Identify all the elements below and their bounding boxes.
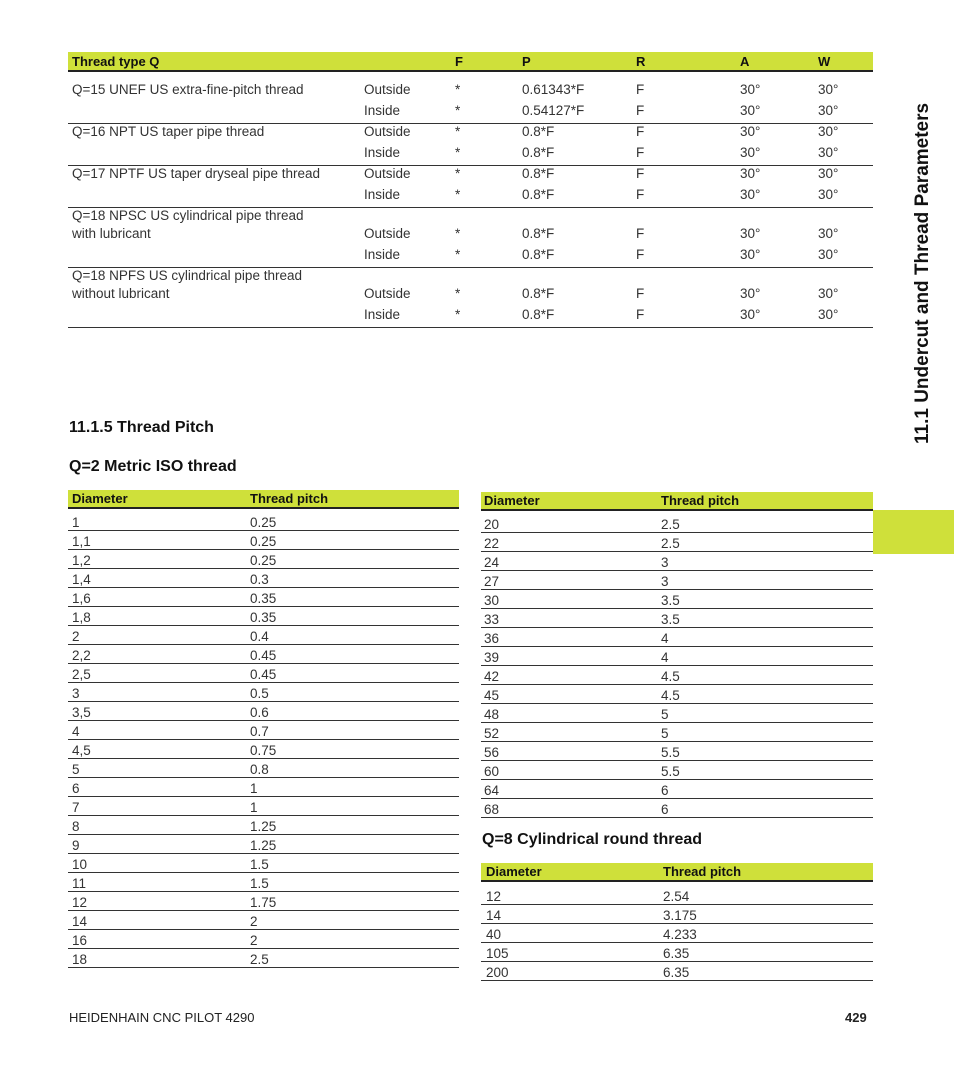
round_table-header-pitch: Thread pitch (663, 864, 742, 879)
round_table-row-rule (481, 942, 873, 943)
metric_left-diameter: 8 (72, 819, 80, 834)
thread-cell-r: F (636, 247, 645, 262)
thread-cell-side: Inside (364, 103, 401, 118)
metric_right-diameter: 52 (484, 726, 500, 741)
thread-cell-a: 30° (740, 187, 761, 202)
metric_left-pitch: 0.45 (250, 648, 277, 663)
metric_left-pitch: 1 (250, 781, 258, 796)
metric_right-diameter: 42 (484, 669, 500, 684)
round_table-diameter: 200 (486, 965, 509, 980)
metric_left-row-rule (68, 587, 459, 588)
metric_right-row-rule (481, 684, 873, 685)
thread-cell-p: 0.8*F (522, 187, 555, 202)
thread-type-name: Q=15 UNEF US extra-fine-pitch thread (72, 82, 304, 97)
thread-cell-f: * (455, 124, 461, 139)
metric_left-diameter: 3,5 (72, 705, 91, 720)
metric_right-pitch: 6 (661, 783, 669, 798)
header-rule (68, 70, 873, 72)
metric_right-pitch: 4.5 (661, 669, 680, 684)
section-heading: 11.1.5 Thread Pitch (69, 419, 214, 436)
thread-cell-w: 30° (818, 226, 839, 241)
metric_right-row-rule (481, 817, 873, 818)
thread-cell-a: 30° (740, 307, 761, 322)
thread-cell-side: Inside (364, 145, 401, 160)
metric_left-pitch: 2 (250, 933, 258, 948)
thread-cell-side: Outside (364, 286, 411, 301)
metric_left-row-rule (68, 739, 459, 740)
metric_left-row-rule (68, 758, 459, 759)
metric_right-row-rule (481, 741, 873, 742)
metric_left-diameter: 1,8 (72, 610, 91, 625)
thread-cell-f: * (455, 187, 461, 202)
metric_right-diameter: 64 (484, 783, 500, 798)
metric_right-diameter: 30 (484, 593, 500, 608)
metric_left-row-rule (68, 910, 459, 911)
metric_left-pitch: 0.25 (250, 534, 277, 549)
metric_left-row-rule (68, 929, 459, 930)
metric_right-row-rule (481, 798, 873, 799)
chapter-tab (873, 510, 954, 554)
thread-cell-f: * (455, 82, 461, 97)
metric_right-pitch: 2.5 (661, 536, 680, 551)
metric_left-diameter: 14 (72, 914, 88, 929)
round_table-header-rule (481, 880, 873, 882)
metric_left-pitch: 1.75 (250, 895, 277, 910)
metric_left-diameter: 2,2 (72, 648, 91, 663)
round_table-diameter: 40 (486, 927, 502, 942)
thread-cell-side: Inside (364, 247, 401, 262)
metric_right-row-rule (481, 665, 873, 666)
thread-cell-w: 30° (818, 166, 839, 181)
metric_left-diameter: 3 (72, 686, 80, 701)
metric_left-header-diameter: Diameter (72, 491, 128, 506)
metric_right-header-diameter: Diameter (484, 493, 540, 508)
thread-cell-p: 0.8*F (522, 145, 555, 160)
metric_left-diameter: 18 (72, 952, 88, 967)
header-r: R (636, 54, 646, 69)
metric_left-pitch: 0.45 (250, 667, 277, 682)
metric_left-pitch: 0.5 (250, 686, 269, 701)
metric_left-row-rule (68, 834, 459, 835)
footer-manual-name: HEIDENHAIN CNC PILOT 4290 (69, 1010, 255, 1025)
page-number: 429 (845, 1010, 867, 1025)
metric_left-diameter: 9 (72, 838, 80, 853)
metric_left-row-rule (68, 701, 459, 702)
metric_left-row-rule (68, 549, 459, 550)
metric_right-row-rule (481, 779, 873, 780)
metric_left-diameter: 6 (72, 781, 80, 796)
thread-cell-f: * (455, 307, 461, 322)
thread-type-header-bar (68, 52, 873, 70)
thread-cell-a: 30° (740, 166, 761, 181)
thread-cell-side: Outside (364, 82, 411, 97)
metric_right-header-pitch: Thread pitch (661, 493, 740, 508)
metric_left-diameter: 11 (72, 876, 87, 891)
thread-type-name: Q=18 NPSC US cylindrical pipe thread (72, 208, 304, 223)
thread-cell-side: Outside (364, 226, 411, 241)
metric_left-row-rule (68, 644, 459, 645)
metric_left-diameter: 5 (72, 762, 80, 777)
thread-cell-r: F (636, 166, 645, 181)
thread-cell-p: 0.54127*F (522, 103, 585, 118)
thread-cell-r: F (636, 226, 645, 241)
metric_right-diameter: 27 (484, 574, 500, 589)
metric_left-row-rule (68, 872, 459, 873)
chapter-side-title-text: 11.1 Undercut and Thread Parameters (912, 102, 933, 444)
metric_left-row-rule (68, 568, 459, 569)
metric_left-pitch: 1.5 (250, 876, 269, 891)
metric_right-pitch: 5 (661, 707, 669, 722)
thread-cell-f: * (455, 247, 461, 262)
thread-cell-w: 30° (818, 307, 839, 322)
metric_right-pitch: 4.5 (661, 688, 680, 703)
round_table-header-diameter: Diameter (486, 864, 542, 879)
metric_left-diameter: 4 (72, 724, 80, 739)
metric_right-pitch: 2.5 (661, 517, 680, 532)
metric_right-row-rule (481, 532, 873, 533)
thread-cell-f: * (455, 226, 461, 241)
thread-cell-a: 30° (740, 103, 761, 118)
round_table-diameter: 12 (486, 889, 502, 904)
thread-cell-a: 30° (740, 247, 761, 262)
round_table-pitch: 2.54 (663, 889, 690, 904)
metric_right-row-rule (481, 570, 873, 571)
metric_right-pitch: 5.5 (661, 764, 680, 779)
metric_right-pitch: 3 (661, 555, 669, 570)
round_table-row-rule (481, 980, 873, 981)
header-p: P (522, 54, 531, 69)
metric_right-pitch: 5 (661, 726, 669, 741)
metric_left-diameter: 16 (72, 933, 88, 948)
metric_right-row-rule (481, 722, 873, 723)
metric_left-row-rule (68, 625, 459, 626)
metric_right-header-rule (481, 509, 873, 511)
metric_right-diameter: 45 (484, 688, 500, 703)
thread-type-name: Q=16 NPT US taper pipe thread (72, 124, 265, 139)
header-a: A (740, 54, 750, 69)
thread-cell-w: 30° (818, 124, 839, 139)
metric_left-row-rule (68, 682, 459, 683)
thread-cell-f: * (455, 145, 461, 160)
thread-cell-w: 30° (818, 103, 839, 118)
thread-cell-a: 30° (740, 82, 761, 97)
thread-cell-a: 30° (740, 226, 761, 241)
thread-cell-p: 0.8*F (522, 307, 555, 322)
metric_right-diameter: 20 (484, 517, 500, 532)
round_table-pitch: 6.35 (663, 946, 690, 961)
metric_left-pitch: 2 (250, 914, 258, 929)
thread-cell-r: F (636, 103, 645, 118)
metric_left-pitch: 0.35 (250, 610, 277, 625)
thread-cell-p: 0.8*F (522, 124, 555, 139)
metric_left-diameter: 4,5 (72, 743, 91, 758)
metric_right-row-rule (481, 551, 873, 552)
metric_left-row-rule (68, 777, 459, 778)
metric_left-diameter: 1 (72, 515, 80, 530)
thread-cell-r: F (636, 286, 645, 301)
metric_left-diameter: 2,5 (72, 667, 91, 682)
metric_right-pitch: 3.5 (661, 593, 680, 608)
thread-cell-a: 30° (740, 145, 761, 160)
thread-cell-r: F (636, 307, 645, 322)
round-heading: Q=8 Cylindrical round thread (482, 831, 703, 848)
metric_left-row-rule (68, 891, 459, 892)
row-rule (68, 327, 873, 328)
thread-cell-side: Inside (364, 307, 401, 322)
metric_left-pitch: 0.3 (250, 572, 269, 587)
thread-cell-w: 30° (818, 187, 839, 202)
thread-cell-p: 0.8*F (522, 286, 555, 301)
header-thread-type: Thread type Q (72, 54, 160, 69)
metric_right-diameter: 56 (484, 745, 500, 760)
round_table-diameter: 105 (486, 946, 509, 961)
thread-cell-r: F (636, 82, 645, 97)
metric_left-pitch: 1.25 (250, 819, 277, 834)
metric_left-diameter: 7 (72, 800, 80, 815)
thread-cell-r: F (636, 145, 645, 160)
metric_left-diameter: 1,4 (72, 572, 91, 587)
thread-type-name: Q=17 NPTF US taper dryseal pipe thread (72, 166, 320, 181)
metric_left-row-rule (68, 796, 459, 797)
metric_left-row-rule (68, 663, 459, 664)
metric_left-header-rule (68, 507, 459, 509)
metric_left-pitch: 0.25 (250, 553, 277, 568)
metric_left-diameter: 10 (72, 857, 88, 872)
round_table-diameter: 14 (486, 908, 502, 923)
thread-type-name: Q=18 NPFS US cylindrical pipe thread (72, 268, 302, 283)
metric_right-pitch: 3 (661, 574, 669, 589)
thread-cell-side: Inside (364, 187, 401, 202)
thread-cell-p: 0.8*F (522, 247, 555, 262)
metric_left-pitch: 0.7 (250, 724, 269, 739)
metric_left-row-rule (68, 948, 459, 949)
metric_right-row-rule (481, 589, 873, 590)
metric_right-pitch: 3.5 (661, 612, 680, 627)
metric_left-pitch: 0.6 (250, 705, 269, 720)
metric_right-row-rule (481, 760, 873, 761)
thread-cell-f: * (455, 103, 461, 118)
header-f: F (455, 54, 463, 69)
round_table-row-rule (481, 961, 873, 962)
thread-cell-a: 30° (740, 286, 761, 301)
metric_left-pitch: 0.35 (250, 591, 277, 606)
metric_right-diameter: 68 (484, 802, 500, 817)
metric_right-row-rule (481, 627, 873, 628)
metric_left-row-rule (68, 967, 459, 968)
metric_right-pitch: 6 (661, 802, 669, 817)
metric_left-pitch: 1.5 (250, 857, 269, 872)
metric_left-pitch: 0.75 (250, 743, 277, 758)
thread-cell-f: * (455, 286, 461, 301)
metric_right-row-rule (481, 608, 873, 609)
metric_right-diameter: 48 (484, 707, 500, 722)
thread-cell-side: Outside (364, 124, 411, 139)
metric_left-diameter: 2 (72, 629, 80, 644)
metric_left-row-rule (68, 530, 459, 531)
thread-cell-p: 0.8*F (522, 226, 555, 241)
metric_left-pitch: 0.25 (250, 515, 277, 530)
thread-cell-p: 0.61343*F (522, 82, 585, 97)
metric_left-row-rule (68, 853, 459, 854)
thread-type-name-line2: without lubricant (72, 286, 170, 301)
metric_right-diameter: 60 (484, 764, 500, 779)
metric_right-diameter: 36 (484, 631, 500, 646)
metric_right-row-rule (481, 646, 873, 647)
metric_right-diameter: 24 (484, 555, 500, 570)
metric_right-pitch: 4 (661, 650, 669, 665)
metric_left-pitch: 1.25 (250, 838, 277, 853)
metric_left-row-rule (68, 720, 459, 721)
round_table-pitch: 4.233 (663, 927, 697, 942)
round_table-row-rule (481, 904, 873, 905)
metric_left-pitch: 0.8 (250, 762, 269, 777)
metric_left-pitch: 0.4 (250, 629, 269, 644)
metric_left-row-rule (68, 815, 459, 816)
metric_right-pitch: 4 (661, 631, 669, 646)
thread-cell-side: Outside (364, 166, 411, 181)
metric_left-diameter: 1,6 (72, 591, 91, 606)
metric_right-diameter: 22 (484, 536, 500, 551)
metric_right-row-rule (481, 703, 873, 704)
metric_left-header-pitch: Thread pitch (250, 491, 329, 506)
metric_left-diameter: 1,2 (72, 553, 91, 568)
thread-cell-w: 30° (818, 82, 839, 97)
metric_left-diameter: 1,1 (72, 534, 91, 549)
round_table-row-rule (481, 923, 873, 924)
thread-cell-r: F (636, 187, 645, 202)
thread-cell-a: 30° (740, 124, 761, 139)
header-w: W (818, 54, 831, 69)
thread-cell-w: 30° (818, 145, 839, 160)
metric_right-diameter: 39 (484, 650, 500, 665)
metric_right-pitch: 5.5 (661, 745, 680, 760)
thread-cell-w: 30° (818, 247, 839, 262)
metric_left-pitch: 1 (250, 800, 258, 815)
thread-cell-p: 0.8*F (522, 166, 555, 181)
thread-cell-r: F (636, 124, 645, 139)
metric_left-row-rule (68, 606, 459, 607)
metric_left-pitch: 2.5 (250, 952, 269, 967)
round_table-pitch: 6.35 (663, 965, 690, 980)
thread-cell-f: * (455, 166, 461, 181)
thread-cell-w: 30° (818, 286, 839, 301)
metric-heading: Q=2 Metric ISO thread (69, 458, 237, 475)
metric_right-diameter: 33 (484, 612, 500, 627)
thread-type-name-line2: with lubricant (72, 226, 151, 241)
metric_left-diameter: 12 (72, 895, 88, 910)
round_table-pitch: 3.175 (663, 908, 697, 923)
